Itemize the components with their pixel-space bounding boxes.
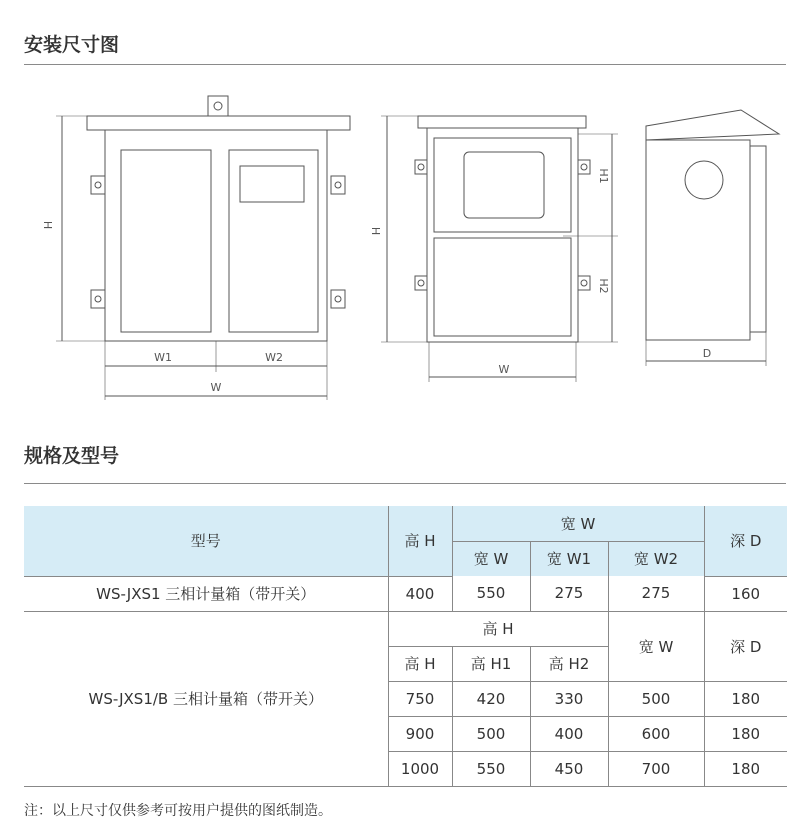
row2b-w: 600 bbox=[608, 716, 704, 751]
side-view bbox=[646, 110, 779, 366]
row1-h: 400 bbox=[388, 576, 452, 611]
row1-model: WS-JXS1 三相计量箱（带开关） bbox=[24, 576, 388, 611]
row2a-w: 500 bbox=[608, 681, 704, 716]
spec-section-title: 规格及型号 bbox=[24, 445, 120, 467]
subheader-depth-d: 深 D bbox=[704, 611, 787, 681]
header-width-w: 宽 W bbox=[452, 541, 530, 576]
row2c-h1: 550 bbox=[452, 751, 530, 786]
middle-w-label: W bbox=[498, 363, 510, 376]
row1-w: 550 bbox=[452, 576, 530, 611]
row2b-d: 180 bbox=[704, 716, 787, 751]
subheader-h2: 高 H2 bbox=[530, 646, 608, 681]
footnote: 注：以上尺寸仅供参考可按用户提供的图纸制造。 bbox=[24, 803, 332, 819]
row1-w2: 275 bbox=[608, 576, 704, 611]
front-w2-label: W2 bbox=[265, 351, 283, 364]
row1-w1: 275 bbox=[530, 576, 608, 611]
middle-h2-label: H2 bbox=[597, 278, 610, 294]
header-depth-d: 深 D bbox=[704, 506, 787, 576]
install-section-rule bbox=[24, 64, 786, 65]
subheader-h: 高 H bbox=[388, 646, 452, 681]
middle-h-label: H bbox=[369, 226, 382, 236]
table-row bbox=[24, 576, 787, 611]
header-height-h: 高 H bbox=[388, 506, 452, 576]
row2a-d: 180 bbox=[704, 681, 787, 716]
row2-model: WS-JXS1/B 三相计量箱（带开关） bbox=[88, 690, 323, 708]
header-model: 型号 bbox=[24, 506, 388, 576]
row2a-h: 750 bbox=[388, 681, 452, 716]
side-d-label: D bbox=[702, 347, 712, 360]
row1-d: 160 bbox=[704, 576, 787, 611]
row2c-h: 1000 bbox=[388, 751, 452, 786]
row2c-w: 700 bbox=[608, 751, 704, 786]
install-section-title: 安装尺寸图 bbox=[24, 34, 120, 56]
subheader-width-w: 宽 W bbox=[608, 611, 704, 681]
installation-drawing bbox=[0, 80, 800, 410]
front-w1-label: W1 bbox=[154, 351, 172, 364]
spec-table bbox=[24, 506, 787, 787]
row2a-h1: 420 bbox=[452, 681, 530, 716]
front-w-label: W bbox=[210, 381, 222, 394]
front-view bbox=[56, 96, 350, 400]
row2c-d: 180 bbox=[704, 751, 787, 786]
middle-view bbox=[381, 116, 618, 382]
middle-h1-label: H1 bbox=[597, 168, 610, 184]
header-width-w2: 宽 W2 bbox=[608, 541, 704, 576]
header-width-group: 宽 W bbox=[452, 506, 704, 541]
row2b-h2: 400 bbox=[530, 716, 608, 751]
row2a-h2: 330 bbox=[530, 681, 608, 716]
row2b-h1: 500 bbox=[452, 716, 530, 751]
subheader-h1: 高 H1 bbox=[452, 646, 530, 681]
row2c-h2: 450 bbox=[530, 751, 608, 786]
front-h-label: H bbox=[41, 220, 54, 230]
header-width-w1: 宽 W1 bbox=[530, 541, 608, 576]
row2b-h: 900 bbox=[388, 716, 452, 751]
subheader-height-group: 高 H bbox=[388, 611, 608, 646]
spec-section-rule bbox=[24, 483, 786, 484]
